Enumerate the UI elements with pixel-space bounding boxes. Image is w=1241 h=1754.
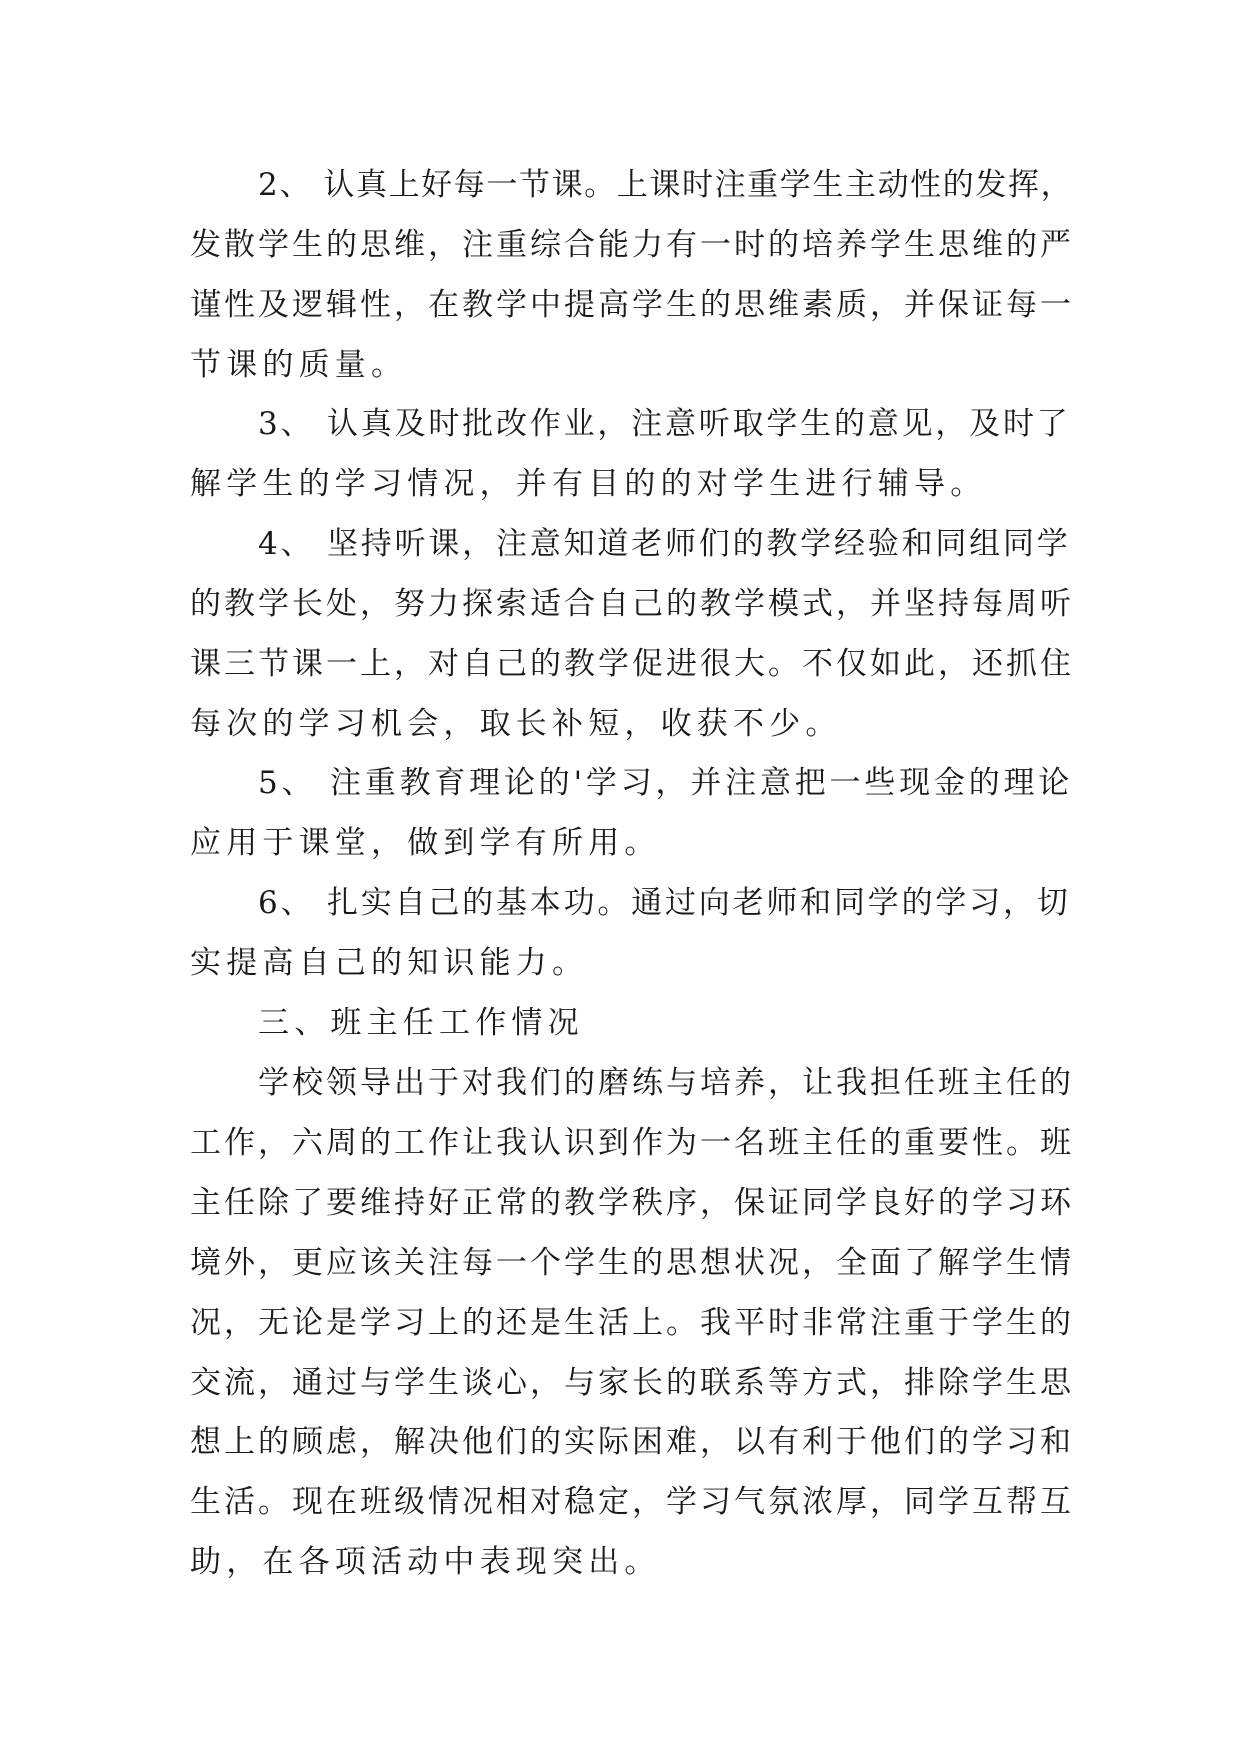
item-6-line-2: 实提高自己的知识能力。 — [190, 945, 589, 981]
section-paragraph-line-8: 生活。现在班级情况相对稳定，学习气氛浓厚，同学互帮互 — [190, 1484, 1074, 1520]
section-paragraph-line-9: 助，在各项活动中表现突出。 — [190, 1544, 661, 1580]
section-paragraph-line-5: 况，无论是学习上的还是生活上。我平时非常注重于学生的 — [190, 1305, 1074, 1341]
item-3-line-2: 解学生的学习情况，并有目的的对学生进行辅导。 — [190, 466, 987, 502]
section-paragraph-line-3: 主任除了要维持好正常的教学秩序，保证同学良好的学习环 — [190, 1185, 1074, 1221]
item-3-line-1: 3、 认真及时批改作业，注意听取学生的意见，及时了 — [258, 406, 1071, 442]
item-2-line-4: 节课的质量。 — [190, 347, 408, 383]
item-2-line-2: 发散学生的思维，注重综合能力有一时的培养学生思维的严 — [190, 227, 1074, 263]
section-heading: 三、班主任工作情况 — [258, 1005, 584, 1041]
section-paragraph-line-4: 境外，更应该关注每一个学生的思想状况，全面了解学生情 — [190, 1245, 1074, 1281]
section-paragraph-line-7: 想上的顾虑，解决他们的实际困难，以有利于他们的学习和 — [190, 1424, 1074, 1460]
item-4-line-1: 4、 坚持听课，注意知道老师们的教学经验和同组同学 — [258, 526, 1071, 562]
item-6-line-1: 6、 扎实自己的基本功。通过向老师和同学的学习，切 — [258, 885, 1071, 921]
item-4-line-4: 每次的学习机会，取长补短，收获不少。 — [190, 706, 842, 742]
section-paragraph-line-2: 工作，六周的工作让我认识到作为一名班主任的重要性。班 — [190, 1125, 1074, 1161]
item-5-line-2: 应用于课堂，做到学有所用。 — [190, 825, 661, 861]
section-paragraph-line-6: 交流，通过与学生谈心，与家长的联系等方式，排除学生思 — [190, 1365, 1074, 1401]
section-paragraph-line-1: 学校领导出于对我们的磨练与培养，让我担任班主任的 — [258, 1065, 1074, 1101]
item-2-line-1: 2、 认真上好每一节课。上课时注重学生主动性的发挥， — [258, 167, 1074, 203]
item-4-line-2: 的教学长处，努力探索适合自己的教学模式，并坚持每周听 — [190, 586, 1074, 622]
item-4-line-3: 课三节课一上，对自己的教学促进很大。不仅如此，还抓住 — [190, 646, 1074, 682]
item-2-line-3: 谨性及逻辑性，在教学中提高学生的思维素质，并保证每一 — [190, 287, 1074, 323]
item-5-line-1: 5、 注重教育理论的'学习，并注意把一些现金的理论 — [258, 765, 1074, 801]
